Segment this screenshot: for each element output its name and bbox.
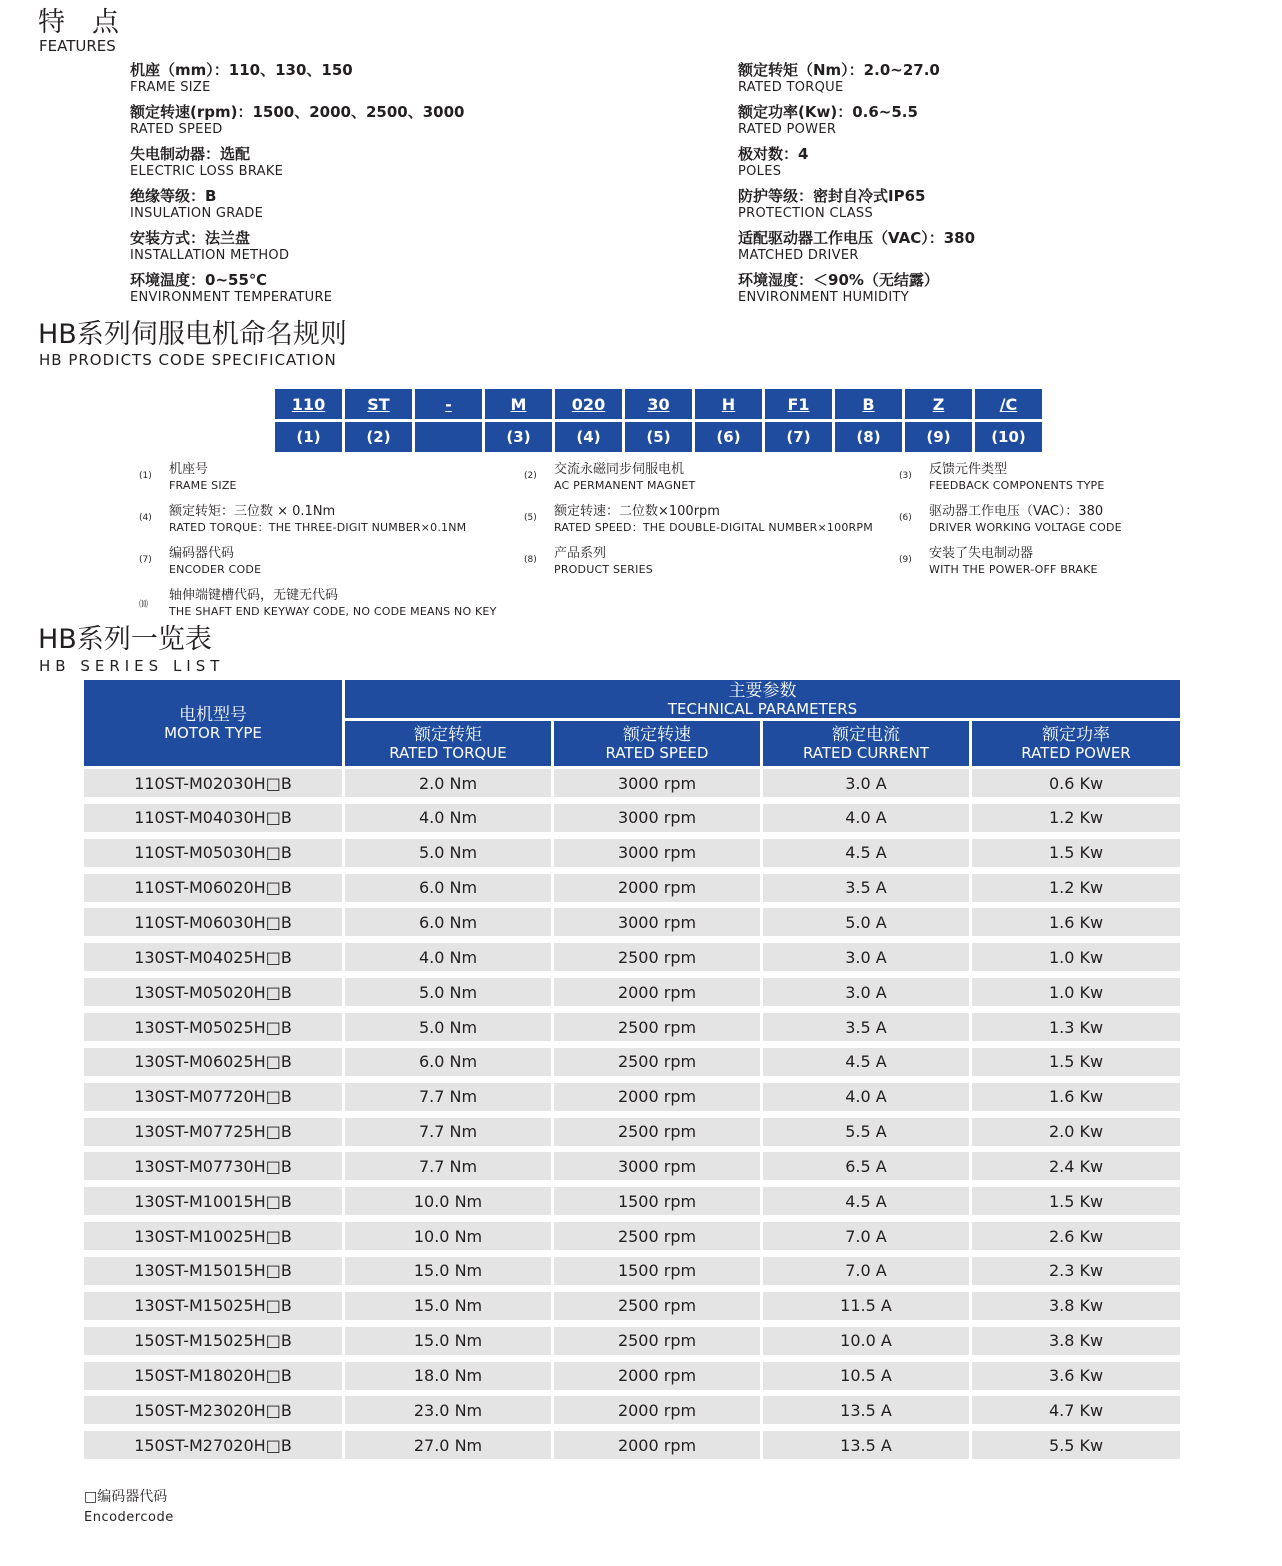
feature-label: 环境湿度：＜90%（无结露） bbox=[738, 271, 939, 289]
code-index: (7) bbox=[765, 422, 832, 452]
feature-label-en: FRAME SIZE bbox=[130, 80, 211, 95]
table-cell: 110ST-M06030H□B bbox=[84, 908, 342, 936]
table-cell: 150ST-M15025H□B bbox=[84, 1327, 342, 1355]
feature-label-en: PROTECTION CLASS bbox=[738, 206, 874, 221]
table-cell: 2500 rpm bbox=[554, 1292, 760, 1320]
table-cell: 2.0 Kw bbox=[972, 1118, 1180, 1146]
table-row bbox=[84, 1396, 1180, 1424]
table-cell: 3000 rpm bbox=[554, 769, 760, 797]
code-index: (3) bbox=[485, 422, 552, 452]
header-motor-type-cn: 电机型号 bbox=[179, 704, 247, 725]
legend-label: 额定转速：二位数×100rpm bbox=[554, 504, 720, 519]
table-cell: 3.8 Kw bbox=[972, 1292, 1180, 1320]
feature-label: 绝缘等级：B bbox=[130, 187, 217, 205]
table-cell: 4.7 Kw bbox=[972, 1396, 1180, 1424]
code-segment: - bbox=[415, 389, 482, 419]
table-cell: 23.0 Nm bbox=[345, 1396, 551, 1424]
table-cell: 3.6 Kw bbox=[972, 1362, 1180, 1390]
table-cell: 15.0 Nm bbox=[345, 1257, 551, 1285]
code-index: (10) bbox=[975, 422, 1042, 452]
header-col bbox=[763, 721, 969, 766]
legend-label-en: WITH THE POWER-OFF BRAKE bbox=[929, 563, 1098, 576]
table-cell: 6.0 Nm bbox=[345, 1048, 551, 1076]
legend-number: (1) bbox=[139, 471, 152, 481]
footnote-en: Encodercode bbox=[84, 1510, 174, 1525]
table-cell: 2.4 Kw bbox=[972, 1152, 1180, 1180]
code-segment: M bbox=[485, 389, 552, 419]
feature-item bbox=[130, 60, 353, 96]
code-segment: 020 bbox=[555, 389, 622, 419]
table-cell: 10.5 A bbox=[763, 1362, 969, 1390]
table-cell: 3.5 A bbox=[763, 1013, 969, 1041]
table-cell: 2500 rpm bbox=[554, 943, 760, 971]
header-col-cn: 额定功率 bbox=[1042, 725, 1110, 745]
feature-label-en: ENVIRONMENT TEMPERATURE bbox=[130, 290, 333, 305]
feature-label: 额定转矩（Nm）：2.0~27.0 bbox=[738, 61, 940, 79]
feature-label-en: RATED TORQUE bbox=[738, 80, 844, 95]
table-cell: 27.0 Nm bbox=[345, 1431, 551, 1459]
feature-label-en: RATED SPEED bbox=[130, 122, 223, 137]
legend-label-en: ENCODER CODE bbox=[169, 563, 262, 576]
table-cell: 130ST-M10025H□B bbox=[84, 1222, 342, 1250]
table-cell: 2.6 Kw bbox=[972, 1222, 1180, 1250]
legend-number: (8) bbox=[524, 555, 537, 565]
table-cell: 1.5 Kw bbox=[972, 1048, 1180, 1076]
table-cell: 2000 rpm bbox=[554, 1431, 760, 1459]
code-segment: 110 bbox=[275, 389, 342, 419]
table-cell: 4.5 A bbox=[763, 839, 969, 867]
table-cell: 10.0 A bbox=[763, 1327, 969, 1355]
table-cell: 13.5 A bbox=[763, 1431, 969, 1459]
legend-label-en: FEEDBACK COMPONENTS TYPE bbox=[929, 479, 1105, 492]
table-cell: 110ST-M06020H□B bbox=[84, 874, 342, 902]
feature-label: 额定转速(rpm)：1500、2000、2500、3000 bbox=[130, 103, 465, 121]
legend-label-en: FRAME SIZE bbox=[169, 479, 237, 492]
table-cell: 5.5 Kw bbox=[972, 1431, 1180, 1459]
feature-item bbox=[738, 270, 939, 306]
table-cell: 150ST-M27020H□B bbox=[84, 1431, 342, 1459]
header-col bbox=[554, 721, 760, 766]
table-cell: 130ST-M05025H□B bbox=[84, 1013, 342, 1041]
table-row bbox=[84, 1257, 1180, 1285]
feature-label-en: ENVIRONMENT HUMIDITY bbox=[738, 290, 909, 305]
header-col-en: RATED SPEED bbox=[605, 744, 709, 762]
legend-number: (9) bbox=[899, 555, 912, 565]
table-row bbox=[84, 839, 1180, 867]
table-cell: 2500 rpm bbox=[554, 1013, 760, 1041]
table-cell: 7.0 A bbox=[763, 1257, 969, 1285]
feature-label: 环境温度：0~55℃ bbox=[130, 271, 268, 289]
feature-item bbox=[130, 144, 283, 180]
table-row bbox=[84, 1187, 1180, 1215]
table-cell: 3000 rpm bbox=[554, 804, 760, 832]
table-row bbox=[84, 874, 1180, 902]
table-row bbox=[84, 1292, 1180, 1320]
code-index: (8) bbox=[835, 422, 902, 452]
table-cell: 4.5 A bbox=[763, 1187, 969, 1215]
header-params-en: TECHNICAL PARAMETERS bbox=[667, 699, 858, 718]
legend-label: 额定转矩：三位数 × 0.1Nm bbox=[169, 504, 336, 519]
table-cell: 7.7 Nm bbox=[345, 1152, 551, 1180]
table-cell: 1.2 Kw bbox=[972, 804, 1180, 832]
code-index: (2) bbox=[345, 422, 412, 452]
table-cell: 1.2 Kw bbox=[972, 874, 1180, 902]
feature-label-en: MATCHED DRIVER bbox=[738, 248, 859, 263]
feature-label: 失电制动器：选配 bbox=[130, 145, 251, 163]
table-cell: 1.6 Kw bbox=[972, 908, 1180, 936]
table-row bbox=[84, 1013, 1180, 1041]
table-cell: 18.0 Nm bbox=[345, 1362, 551, 1390]
code-index: (1) bbox=[275, 422, 342, 452]
header-col-cn: 额定转速 bbox=[623, 725, 691, 745]
feature-label: 适配驱动器工作电压（VAC）：380 bbox=[738, 229, 976, 247]
code-segment: F1 bbox=[765, 389, 832, 419]
table-cell: 11.5 A bbox=[763, 1292, 969, 1320]
table-cell: 130ST-M06025H□B bbox=[84, 1048, 342, 1076]
code-segment: /C bbox=[975, 389, 1042, 419]
feature-label-en: INSTALLATION METHOD bbox=[130, 248, 290, 263]
feature-item bbox=[130, 228, 289, 264]
table-cell: 4.0 Nm bbox=[345, 804, 551, 832]
table-cell: 2.0 Nm bbox=[345, 769, 551, 797]
table-cell: 5.0 Nm bbox=[345, 1013, 551, 1041]
table-cell: 3000 rpm bbox=[554, 839, 760, 867]
table-cell: 1500 rpm bbox=[554, 1257, 760, 1285]
code-index: (6) bbox=[695, 422, 762, 452]
table-row bbox=[84, 1118, 1180, 1146]
legend-label: 安装了失电制动器 bbox=[929, 546, 1034, 561]
legend-label: 轴伸端键槽代码，无键无代码 bbox=[169, 588, 339, 603]
table-cell: 1.0 Kw bbox=[972, 978, 1180, 1006]
table-cell: 150ST-M18020H□B bbox=[84, 1362, 342, 1390]
table-cell: 2500 rpm bbox=[554, 1327, 760, 1355]
legend-label-en: RATED SPEED：THE DOUBLE-DIGITAL NUMBER×100RPM bbox=[554, 521, 873, 534]
features-title: 特 点 bbox=[38, 7, 119, 38]
legend-label: 产品系列 bbox=[554, 546, 607, 561]
header-col bbox=[345, 721, 551, 766]
series-title: HB系列一览表 bbox=[38, 624, 212, 655]
header-motor-type-en: MOTOR TYPE bbox=[164, 723, 262, 742]
naming-title: HB系列伺服电机命名规则 bbox=[38, 319, 347, 350]
table-cell: 130ST-M15015H□B bbox=[84, 1257, 342, 1285]
table-cell: 1.5 Kw bbox=[972, 839, 1180, 867]
table-cell: 15.0 Nm bbox=[345, 1327, 551, 1355]
header-col bbox=[972, 721, 1180, 766]
feature-item bbox=[738, 228, 975, 264]
header-col-en: RATED TORQUE bbox=[389, 744, 507, 762]
feature-label: 安装方式：法兰盘 bbox=[130, 229, 251, 247]
feature-label-en: POLES bbox=[738, 164, 782, 179]
table-cell: 5.0 Nm bbox=[345, 839, 551, 867]
table-cell: 6.0 Nm bbox=[345, 874, 551, 902]
legend-label-en: PRODUCT SERIES bbox=[554, 563, 653, 576]
legend-number: (6) bbox=[899, 513, 912, 523]
legend-label-en: RATED TORQUE：THE THREE-DIGIT NUMBER×0.1NM bbox=[169, 521, 467, 534]
feature-item bbox=[738, 186, 925, 222]
table-row bbox=[84, 1083, 1180, 1111]
table-cell: 4.5 A bbox=[763, 1048, 969, 1076]
legend-label: 机座号 bbox=[169, 462, 209, 477]
table-cell: 15.0 Nm bbox=[345, 1292, 551, 1320]
table-cell: 2.3 Kw bbox=[972, 1257, 1180, 1285]
table-cell: 130ST-M07725H□B bbox=[84, 1118, 342, 1146]
table-cell: 3.5 A bbox=[763, 874, 969, 902]
feature-label: 机座（mm）：110、130、150 bbox=[130, 61, 353, 79]
table-cell: 130ST-M10015H□B bbox=[84, 1187, 342, 1215]
table-cell: 7.0 A bbox=[763, 1222, 969, 1250]
table-cell: 2000 rpm bbox=[554, 978, 760, 1006]
legend-number: (3) bbox=[899, 471, 912, 481]
header-col-en: RATED POWER bbox=[1021, 744, 1131, 762]
feature-label-en: ELECTRIC LOSS BRAKE bbox=[130, 164, 284, 179]
table-cell: 0.6 Kw bbox=[972, 769, 1180, 797]
table-cell: 2500 rpm bbox=[554, 1118, 760, 1146]
legend-number: (2) bbox=[524, 471, 537, 481]
table-cell: 130ST-M04025H□B bbox=[84, 943, 342, 971]
legend-label: 反馈元件类型 bbox=[929, 462, 1008, 477]
code-index: (5) bbox=[625, 422, 692, 452]
features-title-en: FEATURES bbox=[39, 37, 116, 55]
legend-number: (4) bbox=[139, 513, 152, 523]
header-motor-type bbox=[84, 680, 342, 766]
table-cell: 130ST-M15025H□B bbox=[84, 1292, 342, 1320]
table-cell: 110ST-M02030H□B bbox=[84, 769, 342, 797]
table-cell: 2000 rpm bbox=[554, 1083, 760, 1111]
code-index: (4) bbox=[555, 422, 622, 452]
table-cell: 3000 rpm bbox=[554, 908, 760, 936]
table-cell: 4.0 A bbox=[763, 1083, 969, 1111]
code-segment: 30 bbox=[625, 389, 692, 419]
table-row bbox=[84, 1048, 1180, 1076]
table-cell: 3.0 A bbox=[763, 978, 969, 1006]
feature-item bbox=[738, 144, 808, 180]
feature-label-en: RATED POWER bbox=[738, 122, 837, 137]
table-row bbox=[84, 1152, 1180, 1180]
table-row bbox=[84, 908, 1180, 936]
feature-item bbox=[738, 102, 918, 138]
table-row bbox=[84, 1222, 1180, 1250]
table-cell: 2500 rpm bbox=[554, 1222, 760, 1250]
table-cell: 5.5 A bbox=[763, 1118, 969, 1146]
code-index: (9) bbox=[905, 422, 972, 452]
table-cell: 110ST-M04030H□B bbox=[84, 804, 342, 832]
table-row bbox=[84, 1327, 1180, 1355]
table-row bbox=[84, 769, 1180, 797]
table-cell: 6.5 A bbox=[763, 1152, 969, 1180]
table-cell: 7.7 Nm bbox=[345, 1118, 551, 1146]
feature-label: 防护等级：密封自冷式IP65 bbox=[738, 187, 926, 205]
table-cell: 1.0 Kw bbox=[972, 943, 1180, 971]
table-cell: 6.0 Nm bbox=[345, 908, 551, 936]
table-cell: 4.0 Nm bbox=[345, 943, 551, 971]
legend-number: (7) bbox=[139, 555, 152, 565]
table-cell: 2000 rpm bbox=[554, 1362, 760, 1390]
table-cell: 2500 rpm bbox=[554, 1048, 760, 1076]
feature-item bbox=[130, 186, 263, 222]
table-cell: 10.0 Nm bbox=[345, 1187, 551, 1215]
table-cell: 2000 rpm bbox=[554, 874, 760, 902]
feature-label-en: INSULATION GRADE bbox=[130, 206, 264, 221]
table-cell: 7.7 Nm bbox=[345, 1083, 551, 1111]
table-cell: 130ST-M05020H□B bbox=[84, 978, 342, 1006]
table-cell: 150ST-M23020H□B bbox=[84, 1396, 342, 1424]
code-index bbox=[415, 422, 482, 452]
legend-number: (5) bbox=[524, 513, 537, 523]
table-cell: 3.8 Kw bbox=[972, 1327, 1180, 1355]
code-segment: H bbox=[695, 389, 762, 419]
header-col-en: RATED CURRENT bbox=[802, 744, 930, 762]
legend-label-en: THE SHAFT END KEYWAY CODE, NO CODE MEANS NO KEY bbox=[169, 605, 497, 618]
feature-item bbox=[738, 60, 940, 96]
table-cell: 5.0 Nm bbox=[345, 978, 551, 1006]
table-cell: 1500 rpm bbox=[554, 1187, 760, 1215]
table-row bbox=[84, 978, 1180, 1006]
code-segment: ST bbox=[345, 389, 412, 419]
legend-label: 驱动器工作电压（VAC）：380 bbox=[929, 504, 1104, 519]
table-cell: 130ST-M07730H□B bbox=[84, 1152, 342, 1180]
feature-item bbox=[130, 102, 464, 138]
table-cell: 130ST-M07720H□B bbox=[84, 1083, 342, 1111]
table-cell: 3.0 A bbox=[763, 943, 969, 971]
legend-label: 交流永磁同步伺服电机 bbox=[554, 462, 685, 477]
header-col-cn: 额定电流 bbox=[832, 725, 900, 745]
footnote-cn: □编码器代码 bbox=[84, 1489, 168, 1505]
table-cell: 2000 rpm bbox=[554, 1396, 760, 1424]
table-cell: 13.5 A bbox=[763, 1396, 969, 1424]
header-params-cn: 主要参数 bbox=[728, 680, 797, 701]
feature-item bbox=[130, 270, 332, 306]
legend-number: ⑽ bbox=[139, 600, 149, 610]
header-technical-parameters bbox=[345, 680, 1180, 718]
feature-label: 极对数：4 bbox=[738, 145, 809, 163]
table-cell: 4.0 A bbox=[763, 804, 969, 832]
table-cell: 5.0 A bbox=[763, 908, 969, 936]
header-col-cn: 额定转矩 bbox=[414, 725, 482, 745]
table-cell: 3.0 A bbox=[763, 769, 969, 797]
naming-title-en: HB PRODICTS CODE SPECIFICATION bbox=[39, 351, 337, 369]
table-cell: 110ST-M05030H□B bbox=[84, 839, 342, 867]
legend-label-en: DRIVER WORKING VOLTAGE CODE bbox=[929, 521, 1122, 534]
table-cell: 1.6 Kw bbox=[972, 1083, 1180, 1111]
legend-label-en: AC PERMANENT MAGNET bbox=[554, 479, 696, 492]
legend-label: 编码器代码 bbox=[169, 546, 235, 561]
table-cell: 1.5 Kw bbox=[972, 1187, 1180, 1215]
table-row bbox=[84, 1362, 1180, 1390]
code-segment: Z bbox=[905, 389, 972, 419]
feature-label: 额定功率(Kw)：0.6~5.5 bbox=[738, 103, 918, 121]
code-segment: B bbox=[835, 389, 902, 419]
table-cell: 10.0 Nm bbox=[345, 1222, 551, 1250]
table-cell: 1.3 Kw bbox=[972, 1013, 1180, 1041]
table-row bbox=[84, 804, 1180, 832]
series-title-en: HB SERIES LIST bbox=[39, 657, 225, 675]
table-row bbox=[84, 943, 1180, 971]
table-row bbox=[84, 1431, 1180, 1459]
table-cell: 3000 rpm bbox=[554, 1152, 760, 1180]
